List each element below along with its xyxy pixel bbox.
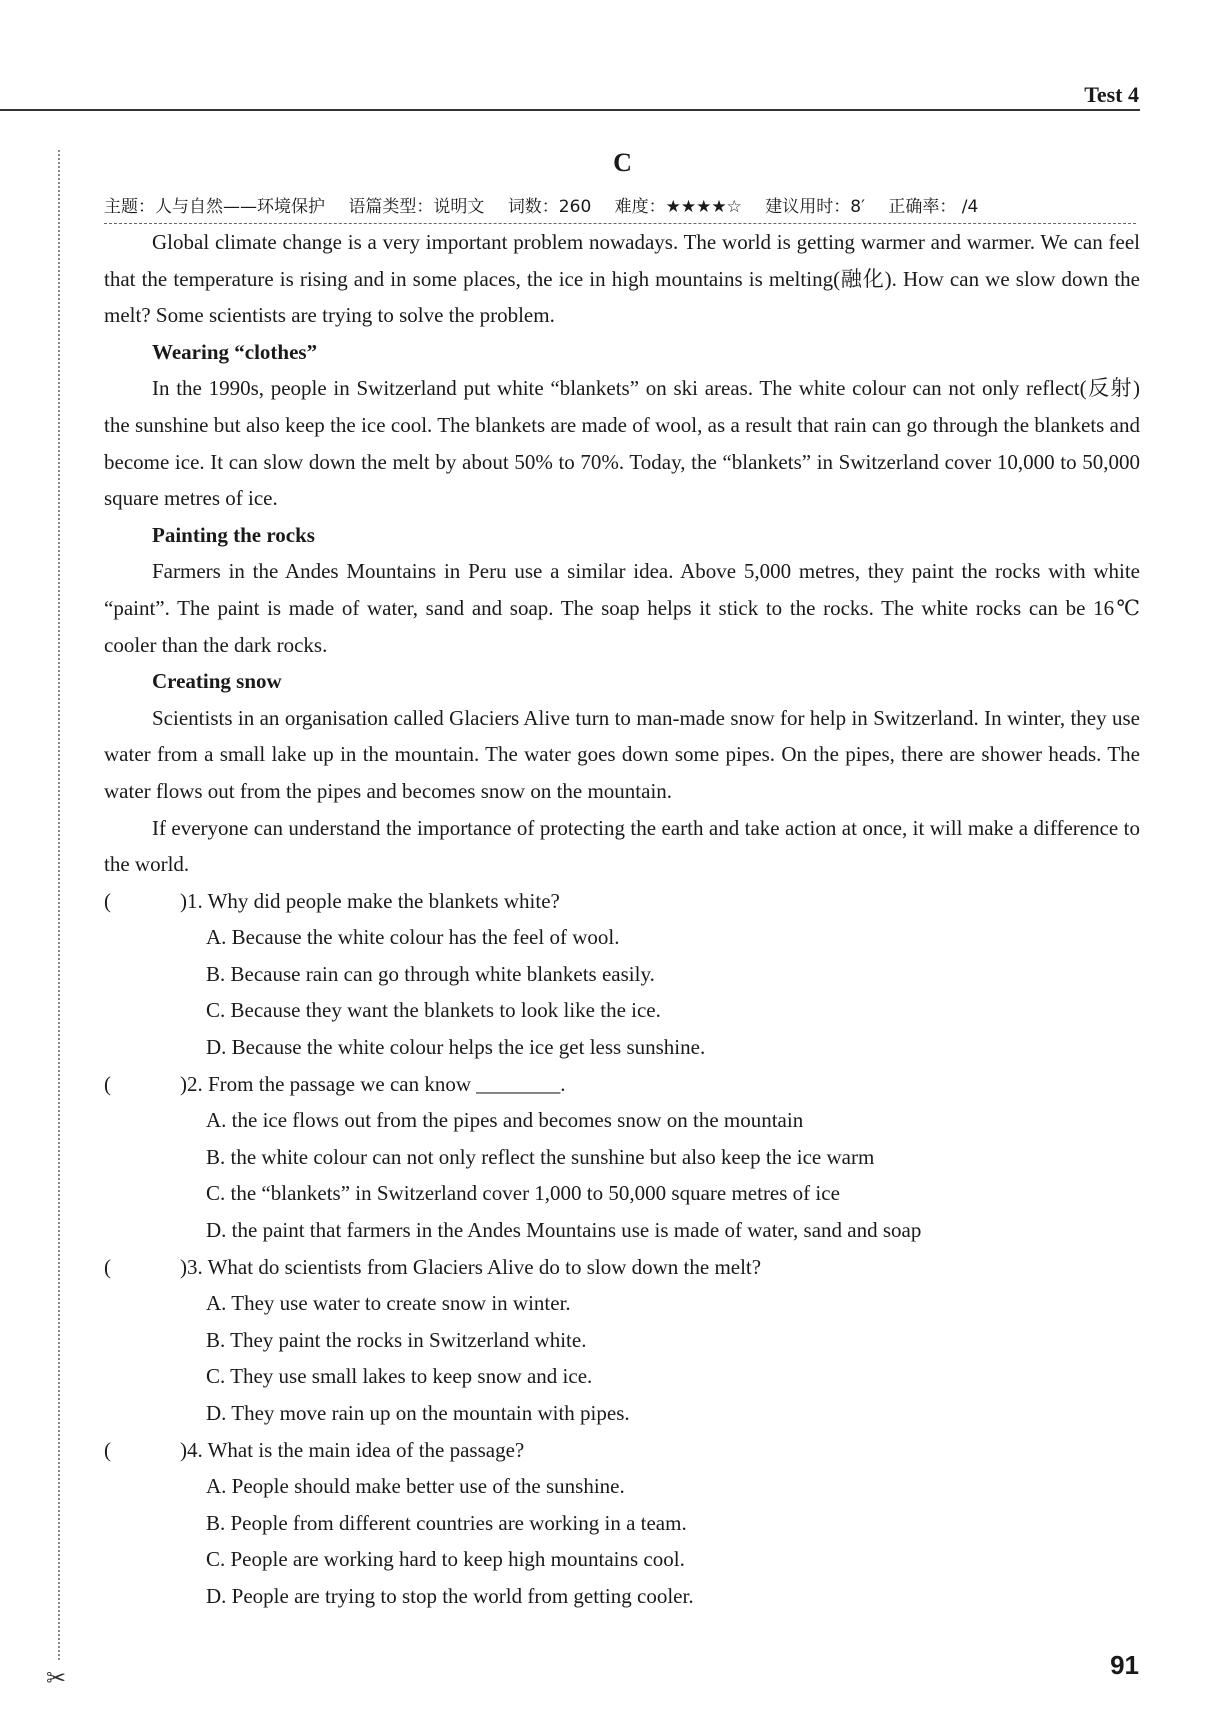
cut-line [58,150,60,1660]
question-3 [104,1249,1140,1432]
answer-blank[interactable]: ( [104,1254,111,1279]
option-d: D. People are trying to stop the world from getting cooler. [206,1583,694,1608]
option-d: D. the paint that farmers in the Andes Mountains use is made of water, sand and soap [206,1218,922,1243]
scissors-icon: ✂ [46,1664,67,1692]
option-a: A. They use water to create snow in winter. [206,1291,571,1316]
passage-paragraph: Farmers in the Andes Mountains in Peru use a similar idea. Above 5,000 metres, they paint the rocks with white “paint”. The paint is made of water, sand and soap. The soap helps it stick to the rocks. The white rocks can be 16℃ cooler than the dark rocks. [104,559,1140,657]
passage-paragraph: If everyone can understand the importance of protecting the earth and take action at once, it will make a difference to the world. [104,815,1140,877]
option-b: B. Because rain can go through white blankets easily. [206,961,655,986]
option-a: A. Because the white colour has the feel of wool. [206,925,620,950]
option-b: B. People from different countries are working in a team. [206,1510,687,1535]
option-b: B. the white colour can not only reflect the sunshine but also keep the ice warm [206,1144,875,1169]
question-4 [104,1432,1140,1615]
passage-paragraph: Scientists in an organisation called Glaciers Alive turn to man-made snow for help in Switzerland. In winter, they use water from a small lake up in the mountain. The water goes down some pipes. On the pipes, there are shower heads. The water flows out from the pipes and becomes snow on the mountain. [104,705,1140,803]
meta-accuracy: 正确率： /4 [888,197,979,217]
option-a: A. the ice flows out from the pipes and becomes snow on the mountain [206,1108,804,1133]
question-stem: )3. What do scientists from Glaciers Alive do to slow down the melt? [180,1254,762,1279]
header-rule [0,109,1140,111]
question-stem: )2. From the passage we can know ________. [180,1071,566,1096]
section-heading: Wearing “clothes” [152,339,318,364]
option-d: D. They move rain up on the mountain with pipes. [206,1401,630,1425]
option-c: C. Because they want the blankets to look like the ice. [206,998,661,1023]
meta-topic: 主题：人与自然——环境保护 [104,197,325,217]
meta-words: 词数：260 [507,197,592,217]
section-heading: Painting the rocks [152,522,315,547]
option-b: B. They paint the rocks in Switzerland white. [206,1327,587,1352]
passage-paragraph: Global climate change is a very important problem nowadays. The world is getting warmer and warmer. We can feel that the temperature is rising and in some places, the ice in high mountains is melting(融化). How can we slow down the melt? Some scientists are trying to solve the problem. [104,230,1140,328]
answer-blank[interactable]: ( [104,888,111,913]
meta-difficulty: 难度：★★★★☆ [614,197,742,217]
meta-time: 建议用时：8′ [765,197,865,217]
option-c: C. the “blankets” in Switzerland cover 1,000 to 50,000 square metres of ice [206,1181,840,1206]
reading-content [104,224,1140,1615]
page-number: 91 [1110,1650,1139,1680]
option-a: A. People should make better use of the sunshine. [206,1474,625,1499]
question-1 [104,883,1140,1066]
option-d: D. Because the white colour helps the ice get less sunshine. [206,1035,706,1060]
passage-paragraph: In the 1990s, people in Switzerland put white “blankets” on ski areas. The white colour can not only reflect(反射) the sunshine but also keep the ice cool. The blankets are made of wool, as a result that rain can go through the blankets and become ice. It can slow down the melt by about 50% to 70%. Today, the “blankets” in Switzerland cover 10,000 to 50,000 square metres of ice. [104,376,1140,511]
test-label: Test 4 [1084,82,1139,107]
meta-type: 语篇类型：说明文 [348,197,485,217]
section-letter: C [613,148,632,177]
question-stem: )1. Why did people make the blankets white? [180,888,560,913]
question-2 [104,1066,1140,1249]
option-c: C. They use small lakes to keep snow and ice. [206,1364,593,1389]
meta-info-row [104,192,1136,224]
section-heading: Creating snow [152,669,282,694]
question-stem: )4. What is the main idea of the passage? [180,1437,525,1462]
option-c: C. People are working hard to keep high mountains cool. [206,1547,685,1572]
answer-blank[interactable]: ( [104,1437,111,1462]
answer-blank[interactable]: ( [104,1071,111,1096]
